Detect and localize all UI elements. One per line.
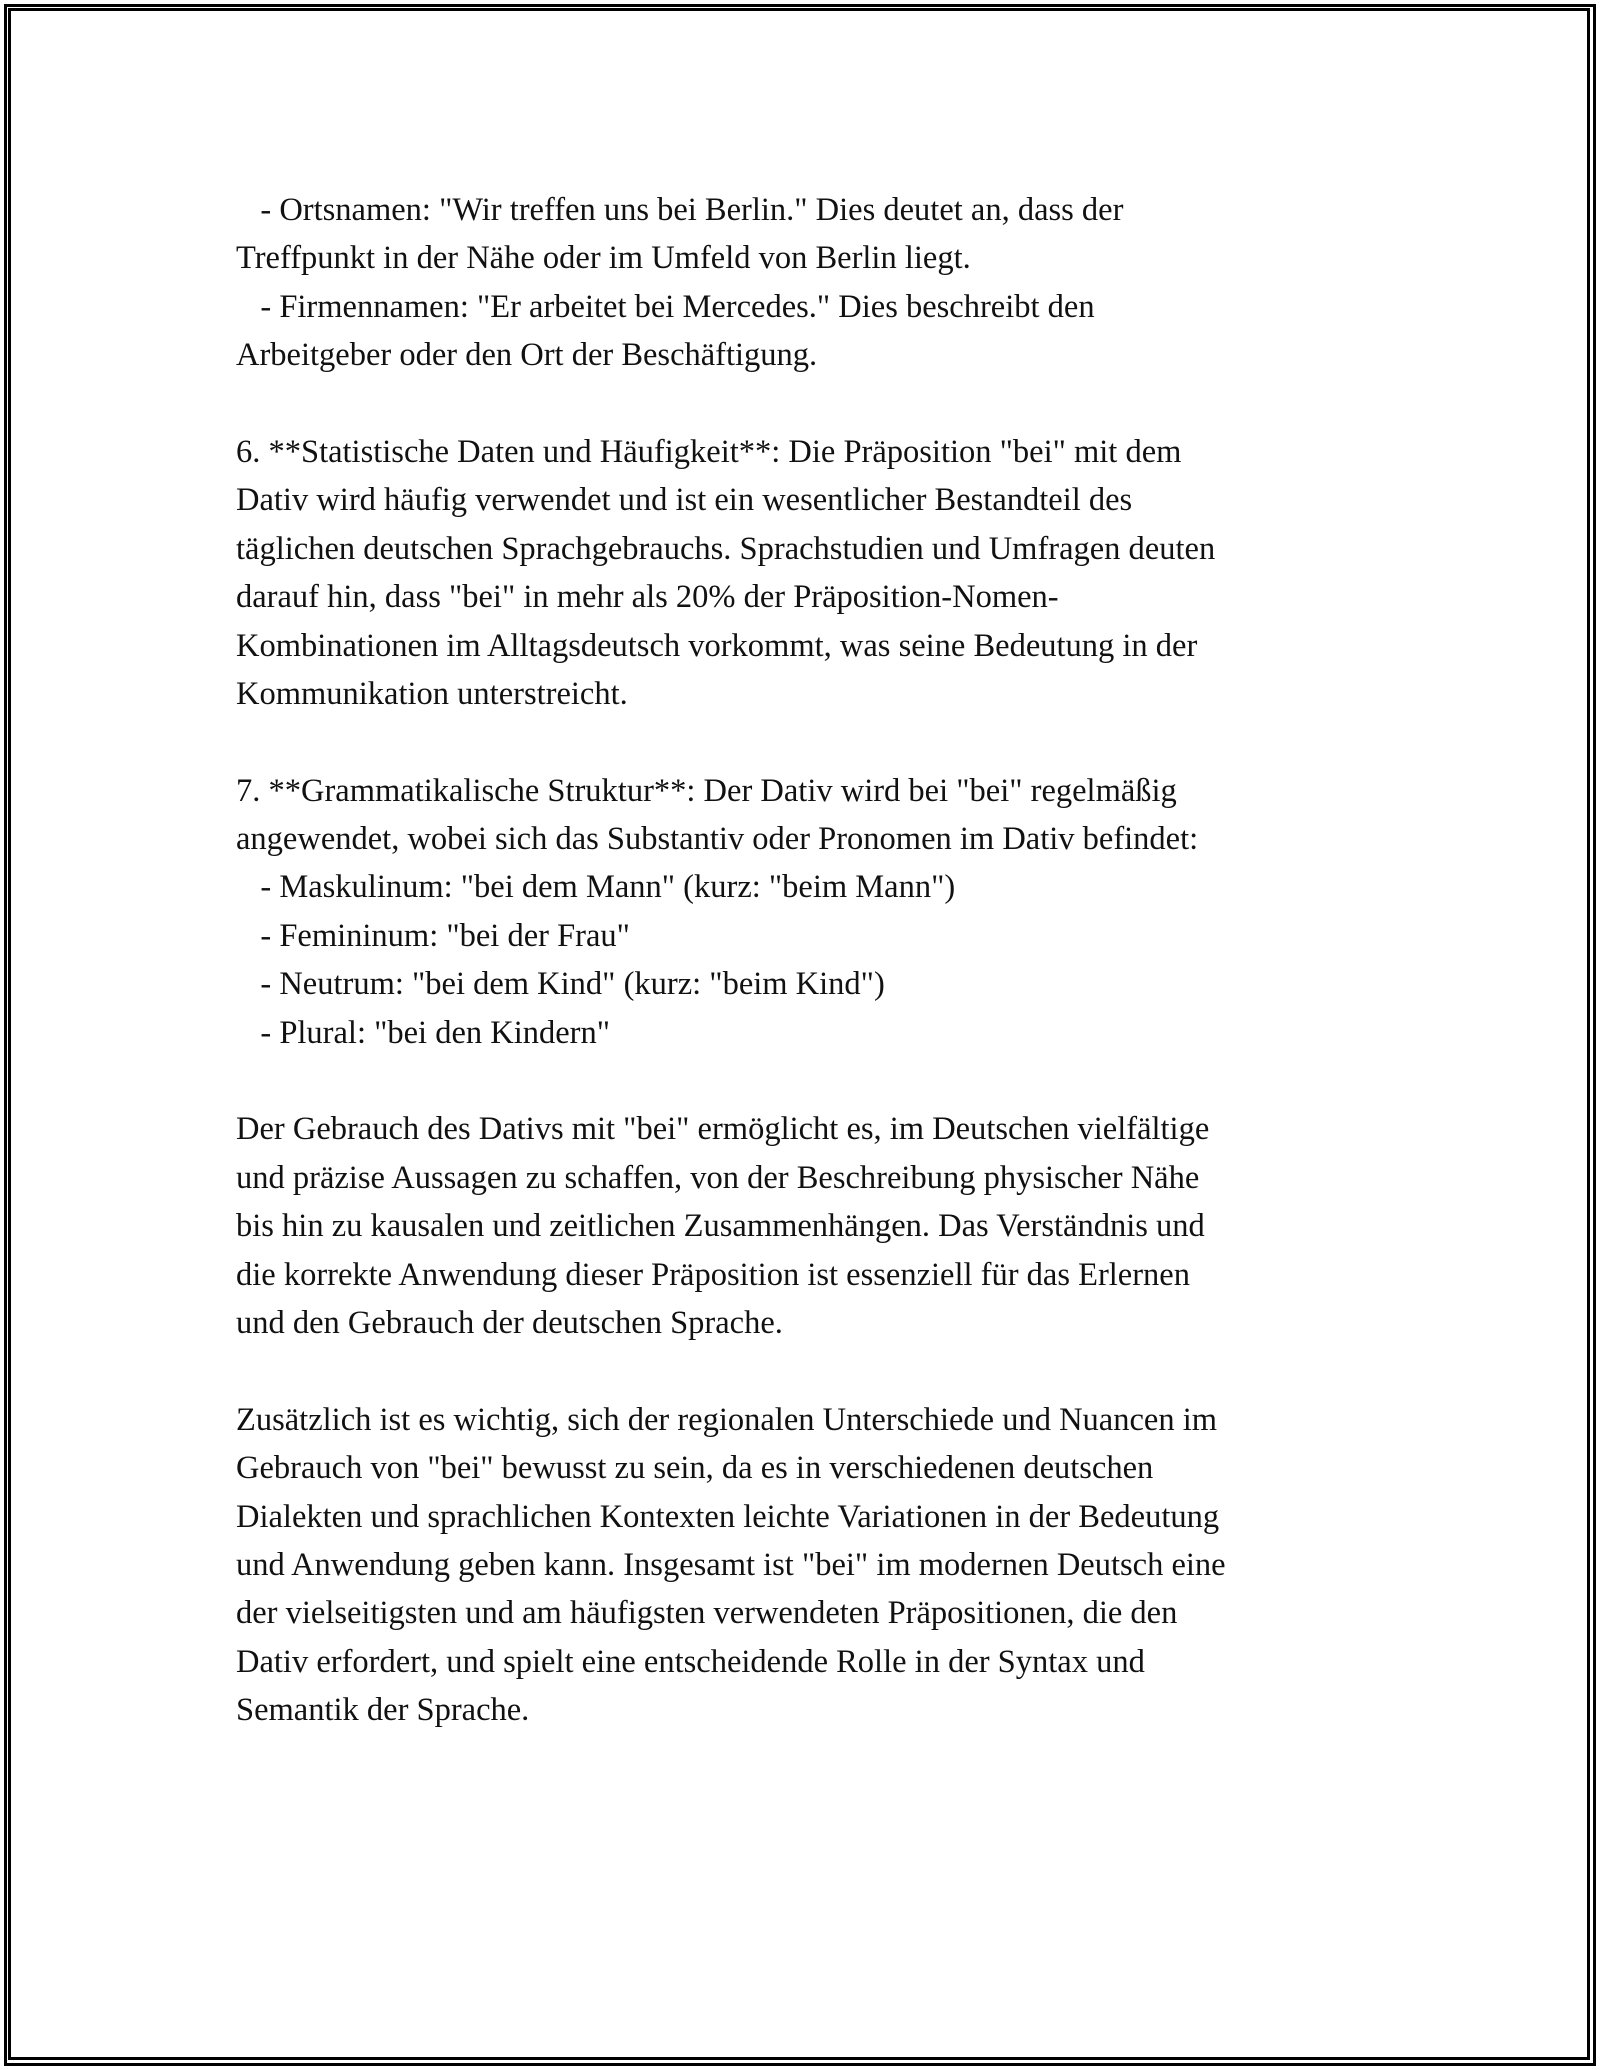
- text-line: - Maskulinum: "bei dem Mann" (kurz: "beim Mann"): [236, 869, 956, 906]
- text-line: - Neutrum: "bei dem Kind" (kurz: "beim Kind"): [236, 966, 885, 1003]
- text-line: - Ortsnamen: "Wir treffen uns bei Berlin." Dies deutet an, dass der: [236, 192, 1124, 228]
- section-7: [236, 767, 1376, 1057]
- paragraph-spacer: [236, 380, 1376, 428]
- text-line: Kommunikation unterstreicht.: [236, 675, 628, 712]
- text-line: 7. **Grammatikalische Struktur**: Der Dativ wird bei "bei" regelmäßig: [236, 772, 1177, 809]
- paragraph-spacer: [236, 1347, 1376, 1395]
- text-line: Dialekten und sprachlichen Kontexten leichte Variationen in der Bedeutung: [236, 1498, 1220, 1535]
- paragraph-spacer: [236, 1057, 1376, 1105]
- text-line: Der Gebrauch des Dativs mit "bei" ermöglicht es, im Deutschen vielfältige: [236, 1111, 1210, 1148]
- text-line: bis hin zu kausalen und zeitlichen Zusammenhängen. Das Verständnis und: [236, 1208, 1205, 1245]
- text-line: Semantik der Sprache.: [236, 1692, 530, 1729]
- text-line: Gebrauch von "bei" bewusst zu sein, da es in verschiedenen deutschen: [236, 1450, 1154, 1487]
- text-line: und Anwendung geben kann. Insgesamt ist "bei" im modernen Deutsch eine: [236, 1546, 1226, 1583]
- text-line: Treffpunkt in der Nähe oder im Umfeld von Berlin liegt.: [236, 240, 971, 277]
- text-line: darauf hin, dass "bei" in mehr als 20% der Präposition-Nomen-: [236, 579, 1059, 616]
- text-line: der vielseitigsten und am häufigsten verwendeten Präpositionen, die den: [236, 1595, 1178, 1632]
- text-line: Zusätzlich ist es wichtig, sich der regionalen Unterschiede und Nuancen im: [236, 1401, 1218, 1438]
- text-line: 6. **Statistische Daten und Häufigkeit**: Die Präposition "bei" mit dem: [236, 433, 1182, 470]
- text-line: Dativ wird häufig verwendet und ist ein wesentlicher Bestandteil des: [236, 482, 1133, 519]
- text-line: Kombinationen im Alltagsdeutsch vorkommt, was seine Bedeutung in der: [236, 627, 1198, 664]
- paragraph-spacer: [236, 718, 1376, 766]
- text-line: - Plural: "bei den Kindern": [236, 1014, 611, 1051]
- text-line: die korrekte Anwendung dieser Präposition ist essenziell für das Erlernen: [236, 1256, 1190, 1293]
- text-line: täglichen deutschen Sprachgebrauchs. Sprachstudien und Umfragen deuten: [236, 530, 1216, 567]
- text-line: angewendet, wobei sich das Substantiv oder Pronomen im Dativ befindet:: [236, 821, 1199, 858]
- text-line: Arbeitgeber oder den Ort der Beschäftigung.: [236, 337, 818, 374]
- section-6: [236, 428, 1376, 718]
- document-body: [236, 186, 1376, 1735]
- list-ortsnamen: [236, 186, 1376, 283]
- paragraph-zusaetzlich: [236, 1396, 1376, 1735]
- text-line: und den Gebrauch der deutschen Sprache.: [236, 1304, 783, 1341]
- text-line: Dativ erfordert, und spielt eine entscheidende Rolle in der Syntax und: [236, 1643, 1145, 1680]
- text-line: - Femininum: "bei der Frau": [236, 917, 630, 954]
- list-firmennamen: [236, 283, 1376, 380]
- text-line: und präzise Aussagen zu schaffen, von der Beschreibung physischer Nähe: [236, 1159, 1200, 1196]
- paragraph-gebrauch: [236, 1105, 1376, 1347]
- text-line: - Firmennamen: "Er arbeitet bei Mercedes." Dies beschreibt den: [236, 288, 1095, 325]
